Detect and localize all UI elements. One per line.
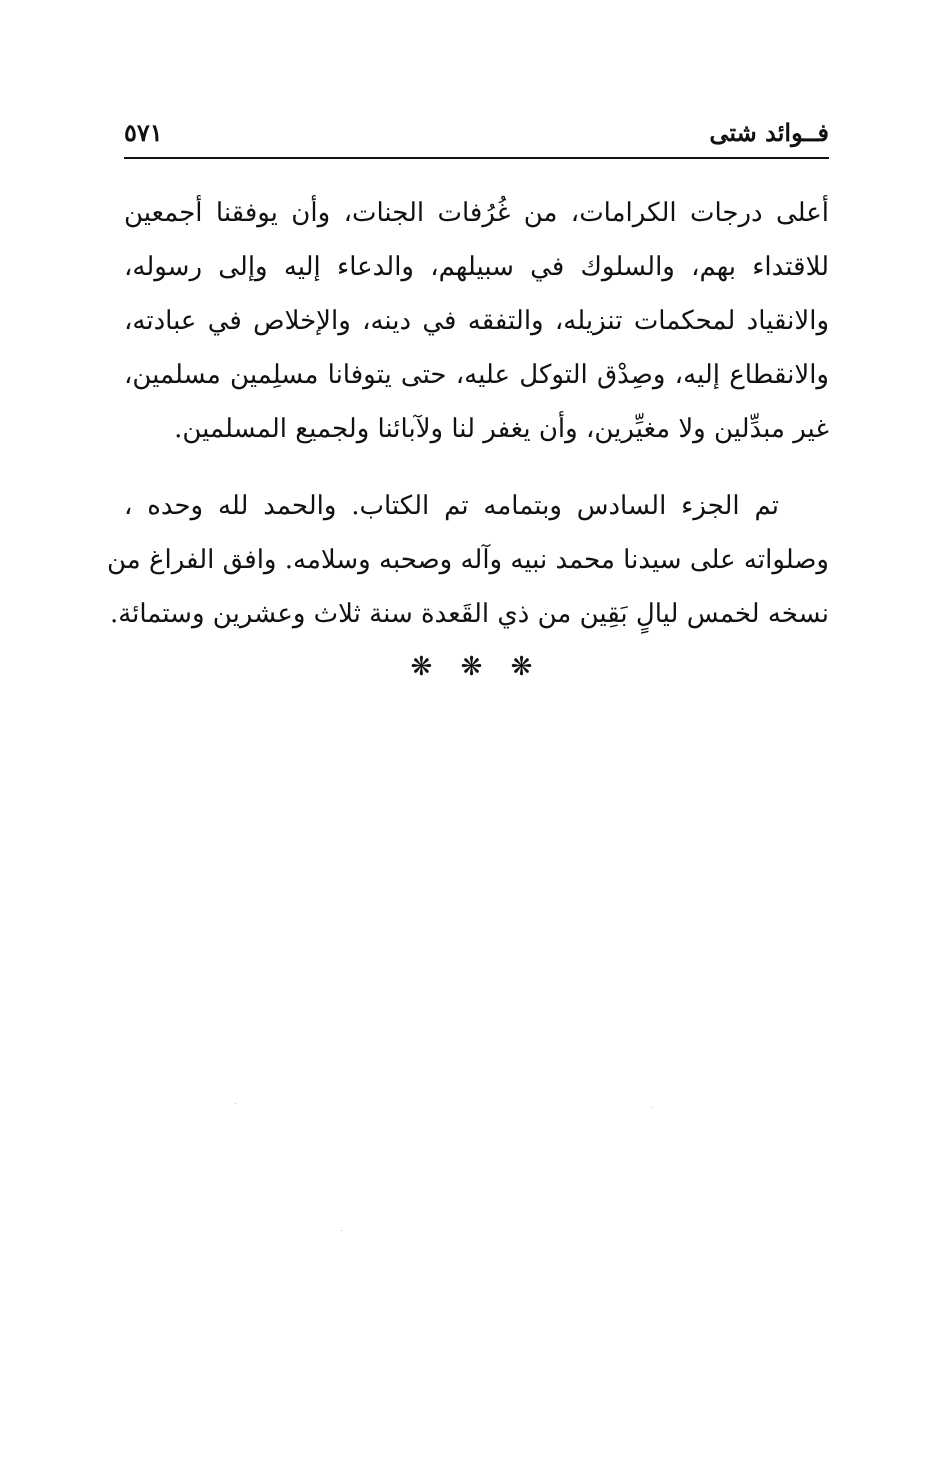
text-line: أعلى درجات الكرامات، من غُرُفات الجنات، وأن يوفقنا أجمعين bbox=[124, 198, 829, 228]
running-title: فــوائد شتى bbox=[709, 118, 829, 147]
text-line: للاقتداء بهم، والسلوك في سبيلهم، والدعاء إليه وإلى رسوله، bbox=[124, 252, 829, 282]
paragraph-1 bbox=[124, 186, 829, 456]
scan-speck bbox=[235, 1103, 236, 1104]
text-line: والانقطاع إليه، وصِدْق التوكل عليه، حتى يتوفانا مسلِمين مسلمين، bbox=[124, 360, 829, 390]
text-line: غير مبدِّلين ولا مغيِّرين، وأن يغفر لنا ولآبائنا ولجميع المسلمين. bbox=[174, 414, 829, 444]
scan-speck bbox=[652, 1107, 653, 1108]
scan-speck bbox=[341, 1230, 342, 1231]
text-line: تم الجزء السادس وبتمامه تم الكتاب. والحمد لله وحده ، bbox=[124, 491, 779, 521]
page-number: ٥٧١ bbox=[124, 118, 163, 147]
text-line: نسخه لخمس ليالٍ بَقِين من ذي القَعدة سنة ثلاث وعشرين وستمائة. bbox=[109, 599, 829, 629]
text-line: والانقياد لمحكمات تنزيله، والتفقه في دينه، والإخلاص في عبادته، bbox=[124, 306, 829, 336]
header-rule bbox=[124, 157, 829, 159]
paragraph-2 bbox=[106, 479, 829, 641]
text-line: وصلواته على سيدنا محمد نبيه وآله وصحبه وسلامه. وافق الفراغ من bbox=[106, 545, 829, 575]
page-header bbox=[124, 112, 829, 156]
body-text bbox=[106, 186, 829, 641]
section-end-ornament: ❋ ❋ ❋ bbox=[410, 652, 543, 682]
